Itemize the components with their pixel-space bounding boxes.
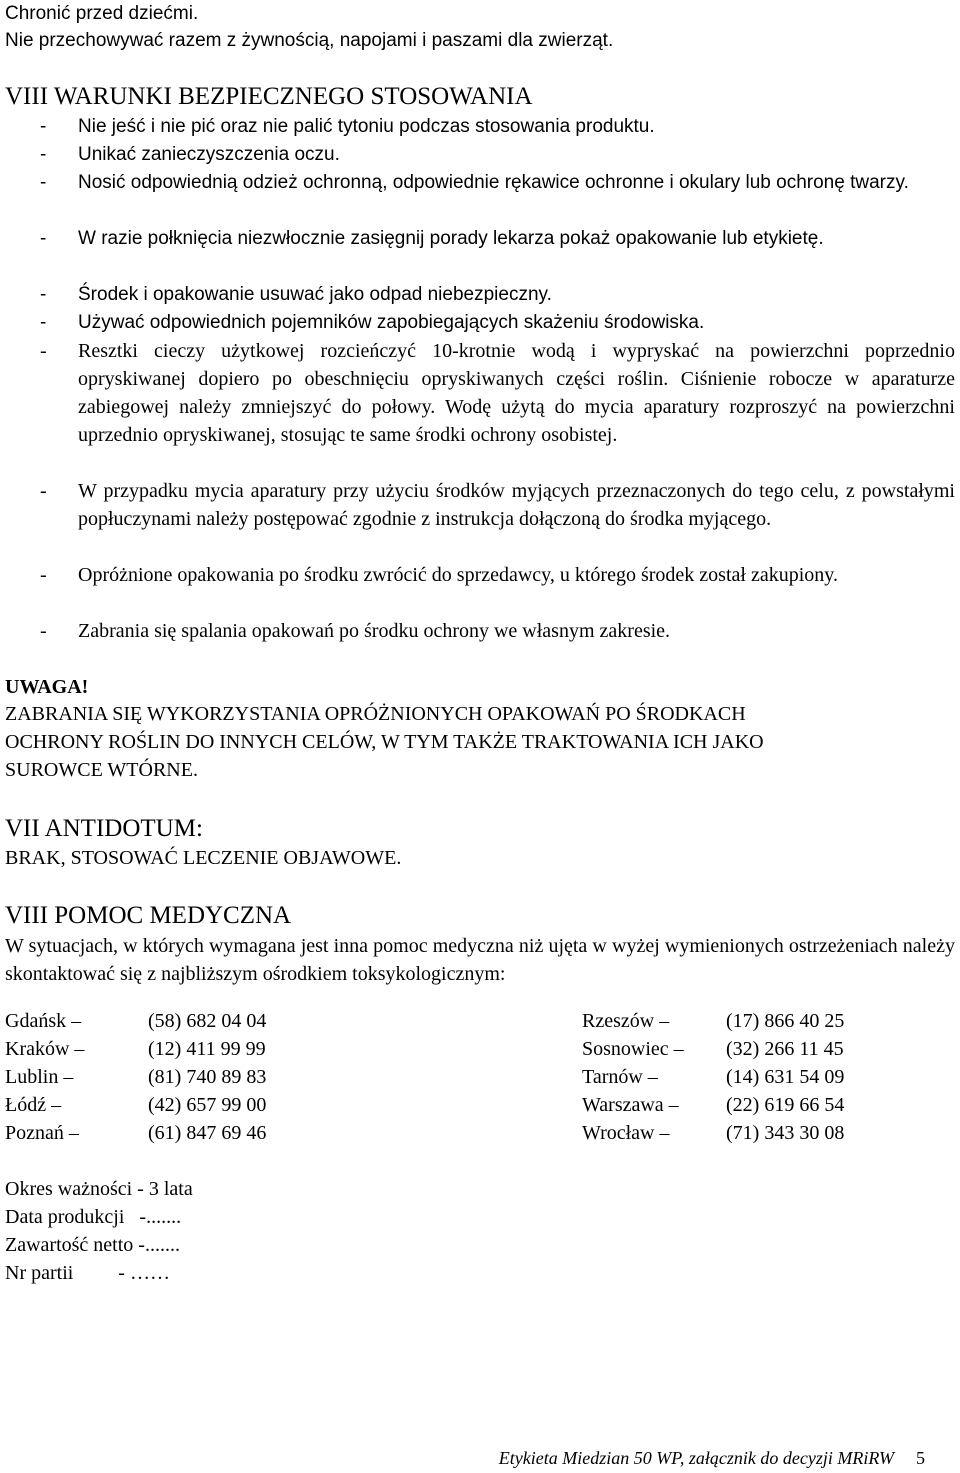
contact-city: Kraków – bbox=[5, 1038, 85, 1060]
contact-city: Tarnów – bbox=[582, 1066, 658, 1088]
contact-phone: (61) 847 69 46 bbox=[148, 1122, 267, 1144]
production-date: Data produkcji -....... bbox=[5, 1206, 182, 1228]
page-footer bbox=[499, 1447, 925, 1469]
contact-phone: (81) 740 89 83 bbox=[148, 1066, 267, 1088]
contact-city: Warszawa – bbox=[582, 1094, 679, 1116]
warning-line: ZABRANIA SIĘ WYKORZYSTANIA OPRÓŻNIONYCH OPAKOWAŃ PO ŚRODKACH bbox=[5, 703, 746, 725]
contact-phone: (22) 619 66 54 bbox=[726, 1094, 845, 1116]
antidotum-text: BRAK, STOSOWAĆ LECZENIE OBJAWOWE. bbox=[5, 847, 402, 869]
contact-phone: (58) 682 04 04 bbox=[148, 1010, 267, 1032]
list-item: - Nie jeść i nie pić oraz nie palić tytoniu podczas stosowania produktu. bbox=[40, 116, 655, 137]
list-item: - Nosić odpowiednią odzież ochronną, odpowiednie rękawice ochronne i okulary lub ochronę twarzy. bbox=[40, 172, 909, 193]
storage-note-food: Nie przechowywać razem z żywnością, napojami i paszami dla zwierząt. bbox=[5, 30, 614, 51]
warning-label: UWAGA! bbox=[5, 676, 89, 698]
footer-text: Etykieta Miedzian 50 WP, załącznik do decyzji MRiRW bbox=[498, 1448, 894, 1468]
contact-city: Sosnowiec – bbox=[582, 1038, 684, 1060]
section-title-antidotum: VII ANTIDOTUM: bbox=[5, 815, 203, 842]
contact-phone: (12) 411 99 99 bbox=[148, 1038, 266, 1060]
list-item: - Unikać zanieczyszczenia oczu. bbox=[40, 144, 340, 165]
page-number: 5 bbox=[916, 1448, 925, 1468]
list-item: - W razie połknięcia niezwłocznie zasięgnij porady lekarza pokaż opakowanie lub etykietę. bbox=[40, 228, 824, 249]
warning-line: OCHRONY ROŚLIN DO INNYCH CELÓW, W TYM TAKŻE TRAKTOWANIA ICH JAKO bbox=[5, 731, 764, 753]
list-item: - Środek i opakowanie usuwać jako odpad niebezpieczny. bbox=[40, 284, 552, 305]
contact-city: Wrocław – bbox=[582, 1122, 670, 1144]
contact-phone: (42) 657 99 00 bbox=[148, 1094, 267, 1116]
contact-phone: (14) 631 54 09 bbox=[726, 1066, 845, 1088]
contact-phone: (32) 266 11 45 bbox=[726, 1038, 844, 1060]
contact-city: Rzeszów – bbox=[582, 1010, 670, 1032]
list-item: - Opróżnione opakowania po środku zwrócić do sprzedawcy, u którego środek został zakupiony. bbox=[40, 564, 838, 586]
medical-help-text: W sytuacjach, w których wymagana jest inna pomoc medyczna niż ujęta w wyżej wymienionych ostrzeżeniach należy skontaktować się z najbliższym ośrodkiem toksykologicznym: bbox=[5, 935, 955, 985]
shelf-life: Okres ważności - 3 lata bbox=[5, 1178, 193, 1200]
net-content: Zawartość netto -....... bbox=[5, 1234, 180, 1256]
contact-phone: (17) 866 40 25 bbox=[726, 1010, 845, 1032]
list-item: - Resztki cieczy użytkowej rozcieńczyć 10-krotnie wodą i wypryskać na powierzchni poprzednio opryskiwanej dopiero po obeschnięciu opryskiwanych części roślin. Ciśnienie robocze w aparaturze zabiegowej należy zmniejszyć do połowy. Wodę użytą do mycia aparatury rozproszyć na powierzchni uprzednio opryskiwanej, stosując te same środki ochrony osobistej. bbox=[40, 340, 955, 446]
warning-line: SUROWCE WTÓRNE. bbox=[5, 759, 198, 781]
contact-city: Lublin – bbox=[5, 1066, 74, 1088]
contact-city: Poznań – bbox=[5, 1122, 79, 1144]
storage-note-children: Chronić przed dziećmi. bbox=[5, 3, 199, 24]
list-item: - Zabrania się spalania opakowań po środku ochrony we własnym zakresie. bbox=[40, 620, 671, 642]
list-item: - W przypadku mycia aparatury przy użyciu środków myjących przeznaczonych do tego celu, z powstałymi popłuczynami należy postępować zgodnie z instrukcja dołączoną do środka myjącego. bbox=[40, 480, 955, 530]
section-title-safe-use: VIII WARUNKI BEZPIECZNEGO STOSOWANIA bbox=[5, 83, 533, 110]
contact-city: Łódź – bbox=[5, 1094, 62, 1116]
contact-phone: (71) 343 30 08 bbox=[726, 1122, 845, 1144]
list-item: - Używać odpowiednich pojemników zapobiegających skażeniu środowiska. bbox=[40, 312, 705, 333]
contact-city: Gdańsk – bbox=[5, 1010, 82, 1032]
batch-number: Nr partii - …… bbox=[5, 1262, 170, 1284]
section-title-medical-help: VIII POMOC MEDYCZNA bbox=[5, 902, 292, 929]
